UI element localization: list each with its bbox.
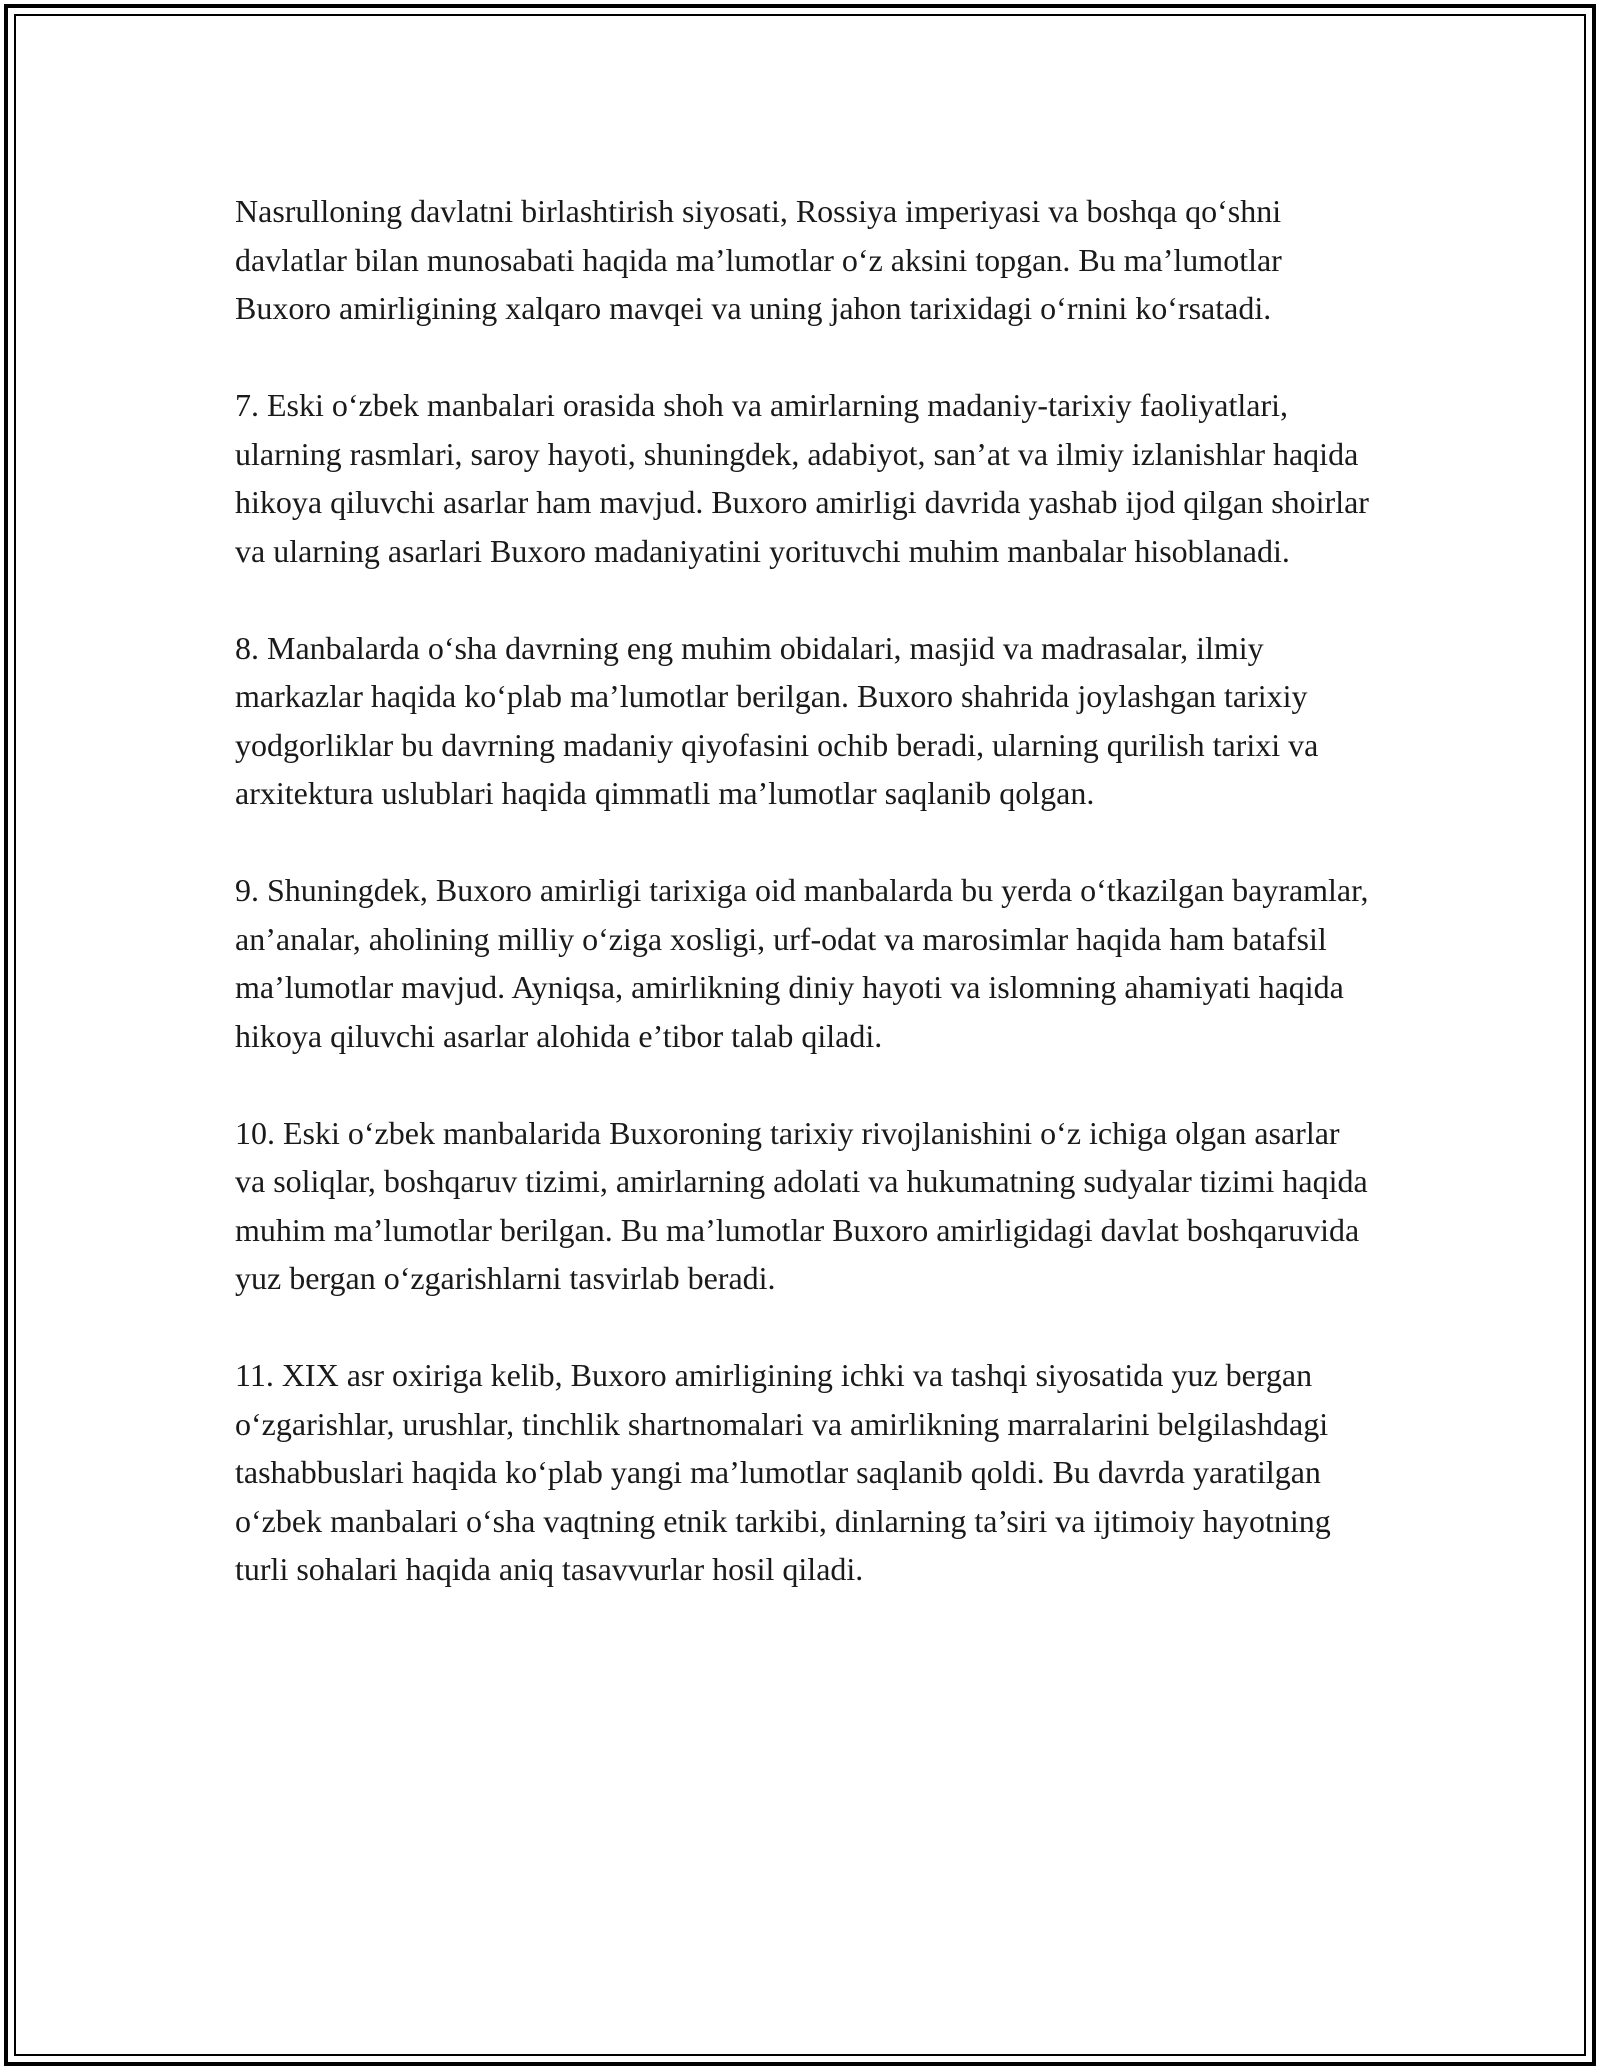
paragraph-7: 7. Eski o‘zbek manbalari orasida shoh va amirlarning madaniy-tarixiy faoliyatlari, ularning rasmlari, saroy hayoti, shuningdek, adabiyot, san’at va ilmiy izlanishlar haqida hikoya qiluvchi asarlar ham mavjud. Buxoro amirligi davrida yashab ijod qilgan shoirlar va ularning asarlari Buxoro madaniyatini yorituvchi muhim manbalar hisoblanadi. (235, 387, 1369, 569)
paragraph-11: 11. XIX asr oxiriga kelib, Buxoro amirligining ichki va tashqi siyosatida yuz bergan o‘zgarishlar, urushlar, tinchlik shartnomalari va amirlikning marralarini belgilashdagi tashabbuslari haqida ko‘plab yangi ma’lumotlar saqlanib qoldi. Bu davrda yaratilgan o‘zbek manbalari o‘sha vaqtning etnik tarkibi, dinlarning ta’siri va ijtimoiy hayotning turli sohalari haqida aniq tasavvurlar hosil qiladi. (235, 1357, 1331, 1587)
paragraph-9: 9. Shuningdek, Buxoro amirligi tarixiga oid manbalarda bu yerda o‘tkazilgan bayramlar, an’analar, aholining milliy o‘ziga xosligi, urf-odat va marosimlar haqida ham batafsil ma’lumotlar mavjud. Ayniqsa, amirlikning diniy hayoti va islomning ahamiyati haqida hikoya qiluvchi asarlar alohida e’tibor talab qiladi. (235, 872, 1369, 1054)
paragraph-8: 8. Manbalarda o‘sha davrning eng muhim obidalari, masjid va madrasalar, ilmiy markazlar haqida ko‘plab ma’lumotlar berilgan. Buxoro shahrida joylashgan tarixiy yodgorliklar bu davrning madaniy qiyofasini ochib beradi, ularning qurilish tarixi va arxitektura uslublari haqida qimmatli ma’lumotlar saqlanib qolgan. (235, 629, 1319, 811)
paragraph-10: 10. Eski o‘zbek manbalarida Buxoroning tarixiy rivojlanishini o‘z ichiga olgan asarlar va soliqlar, boshqaruv tizimi, amirlarning adolati va hukumatning sudyalar tizimi haqida muhim ma’lumotlar berilgan. Bu ma’lumotlar Buxoro amirligidagi davlat boshqaruvida yuz bergan o‘zgarishlarni tasvirlab beradi. (235, 1114, 1368, 1296)
document-body (235, 187, 1375, 1642)
paragraph-intro: Nasrulloning davlatni birlashtirish siyosati, Rossiya imperiyasi va boshqa qo‘shni davlatlar bilan munosabati haqida ma’lumotlar o‘z aksini topgan. Bu ma’lumotlar Buxoro amirligining xalqaro mavqei va uning jahon tarixidagi o‘rnini ko‘rsatadi. (235, 193, 1282, 326)
